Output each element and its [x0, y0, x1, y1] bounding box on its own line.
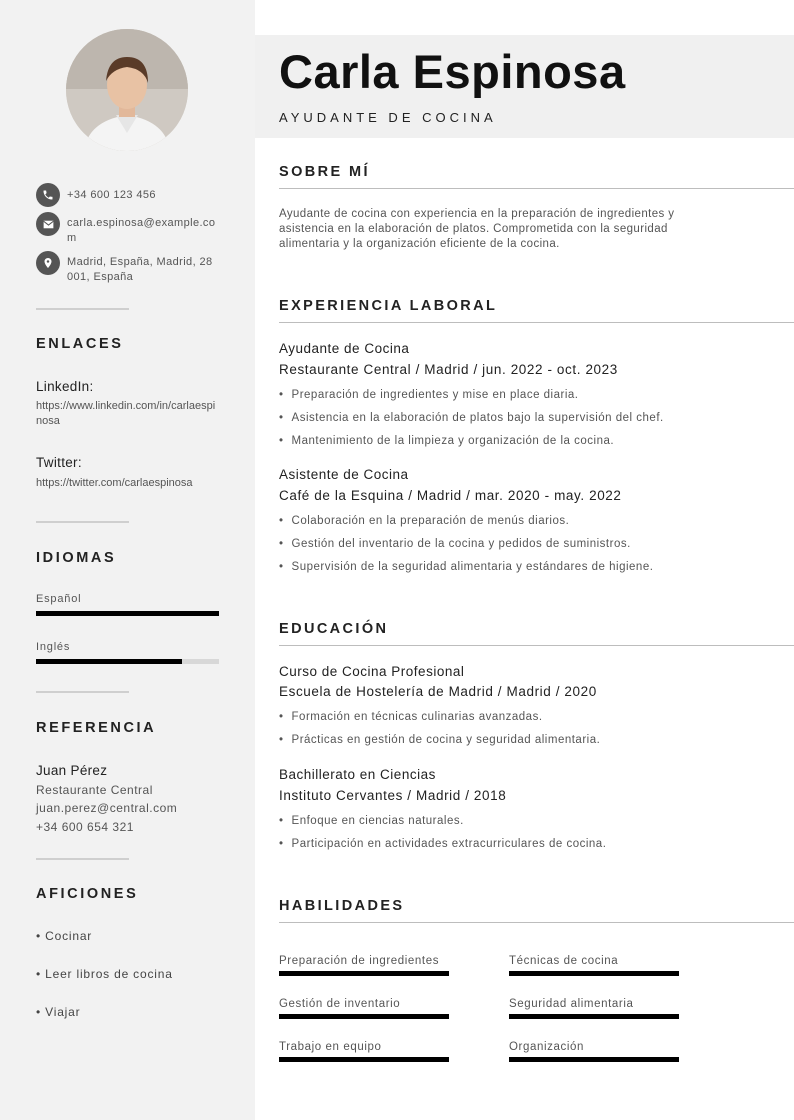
education-bullets: [279, 710, 600, 756]
links-heading: ENLACES: [36, 336, 124, 352]
section-rule: [279, 322, 794, 323]
section-rule: [279, 645, 794, 646]
experience-title: Ayudante de Cocina: [279, 341, 410, 356]
skill-bar: [509, 971, 679, 976]
hobbies-heading: AFICIONES: [36, 886, 139, 902]
skills-heading: HABILIDADES: [279, 898, 405, 914]
experience-subtitle: Restaurante Central / Madrid / jun. 2022 - oct. 2023: [279, 362, 618, 377]
experience-heading: EXPERIENCIA LABORAL: [279, 298, 498, 314]
language-label: Inglés: [36, 641, 71, 653]
skill-item: [279, 983, 449, 1019]
section-rule: [279, 188, 794, 189]
skill-item: [509, 1026, 679, 1062]
list-item: • Mantenimiento de la limpieza y organización de la cocina.: [279, 434, 664, 457]
sidebar: [0, 0, 255, 1120]
profile-photo: [66, 29, 188, 151]
skill-bar-fill: [279, 1014, 449, 1019]
list-item: • Colaboración en la preparación de menús diarios.: [279, 514, 653, 537]
skill-bar-fill: [509, 1057, 679, 1062]
skill-label: Trabajo en equipo: [279, 1041, 382, 1053]
sidebar-divider: [36, 691, 129, 693]
list-item: • Supervisión de la seguridad alimentaria y estándares de higiene.: [279, 560, 653, 583]
language-bar: [36, 659, 219, 664]
sidebar-divider: [36, 858, 129, 860]
phone-text: +34 600 123 456: [67, 189, 156, 201]
skill-bar: [279, 1057, 449, 1062]
contact-phone: [36, 183, 217, 207]
candidate-name: Carla Espinosa: [279, 45, 626, 98]
address-text: Madrid, España, Madrid, 28001, España: [67, 256, 213, 283]
skill-label: Preparación de ingredientes: [279, 955, 440, 967]
reference-phone: +34 600 654 321: [36, 820, 134, 834]
reference-company: Restaurante Central: [36, 783, 153, 797]
reference-heading: REFERENCIA: [36, 720, 157, 736]
skill-item: [279, 1026, 449, 1062]
list-item: • Asistencia en la elaboración de platos bajo la supervisión del chef.: [279, 411, 664, 434]
about-text: Ayudante de cocina con experiencia en la preparación de ingredientes y asistencia en la elaboración de platos. Comprometida con la seguridad alimentaria y la organización eficiente de la cocina.: [279, 208, 675, 250]
profile-photo-illustration: [66, 29, 188, 151]
skill-label: Organización: [509, 1041, 584, 1053]
language-bar: [36, 611, 219, 616]
skill-bar-fill: [509, 1014, 679, 1019]
skill-bar: [279, 1014, 449, 1019]
skill-bar-fill: [509, 971, 679, 976]
sidebar-divider: [36, 521, 129, 523]
hobby-item: • Leer libros de cocina: [36, 967, 173, 981]
list-item: • Preparación de ingredientes y mise en place diaria.: [279, 388, 664, 411]
education-title: Bachillerato en Ciencias: [279, 767, 436, 782]
phone-icon: [36, 183, 60, 207]
experience-title: Asistente de Cocina: [279, 467, 409, 482]
education-bullets: [279, 814, 606, 860]
hobby-item: • Viajar: [36, 1005, 81, 1019]
education-subtitle: Instituto Cervantes / Madrid / 2018: [279, 788, 507, 803]
skill-label: Técnicas de cocina: [509, 955, 619, 967]
map-pin-icon: [36, 251, 60, 275]
skill-bar: [509, 1014, 679, 1019]
list-item: • Gestión del inventario de la cocina y pedidos de suministros.: [279, 537, 653, 560]
list-item: • Prácticas en gestión de cocina y seguridad alimentaria.: [279, 733, 600, 756]
section-rule: [279, 922, 794, 923]
main-content: [255, 0, 794, 1120]
contact-email: [36, 212, 217, 246]
skill-bar-fill: [279, 1057, 449, 1062]
list-item: • Participación en actividades extracurriculares de cocina.: [279, 837, 606, 860]
reference-email[interactable]: juan.perez@central.com: [36, 801, 178, 815]
skill-item: [509, 983, 679, 1019]
skill-item: [509, 940, 679, 976]
skill-item: [279, 940, 449, 976]
education-title: Curso de Cocina Profesional: [279, 664, 465, 679]
experience-bullets: [279, 514, 653, 583]
list-item: • Enfoque en ciencias naturales.: [279, 814, 606, 837]
languages-heading: IDIOMAS: [36, 550, 117, 566]
language-bar-fill: [36, 611, 219, 616]
experience-subtitle: Café de la Esquina / Madrid / mar. 2020 - may. 2022: [279, 488, 622, 503]
job-title: AYUDANTE DE COCINA: [279, 110, 497, 125]
skill-label: Gestión de inventario: [279, 998, 401, 1010]
skill-bar: [279, 971, 449, 976]
twitter-label: Twitter:: [36, 455, 82, 470]
experience-bullets: [279, 388, 664, 457]
language-bar-fill: [36, 659, 182, 664]
language-label: Español: [36, 593, 82, 605]
skill-bar-fill: [279, 971, 449, 976]
twitter-url[interactable]: https://twitter.com/carlaespinosa: [36, 477, 193, 489]
linkedin-url[interactable]: https://www.linkedin.com/in/carlaespinosa: [36, 400, 216, 427]
education-heading: EDUCACIÓN: [279, 621, 389, 637]
skill-label: Seguridad alimentaria: [509, 998, 634, 1010]
skill-bar: [509, 1057, 679, 1062]
reference-name: Juan Pérez: [36, 763, 108, 778]
contact-address: [36, 251, 217, 285]
hobby-item: • Cocinar: [36, 929, 93, 943]
sidebar-divider: [36, 308, 129, 310]
linkedin-label: LinkedIn:: [36, 379, 94, 394]
email-text[interactable]: carla.espinosa@example.com: [67, 217, 216, 244]
education-subtitle: Escuela de Hostelería de Madrid / Madrid / 2020: [279, 684, 597, 699]
about-heading: SOBRE MÍ: [279, 164, 370, 180]
envelope-icon: [36, 212, 60, 236]
list-item: • Formación en técnicas culinarias avanzadas.: [279, 710, 600, 733]
